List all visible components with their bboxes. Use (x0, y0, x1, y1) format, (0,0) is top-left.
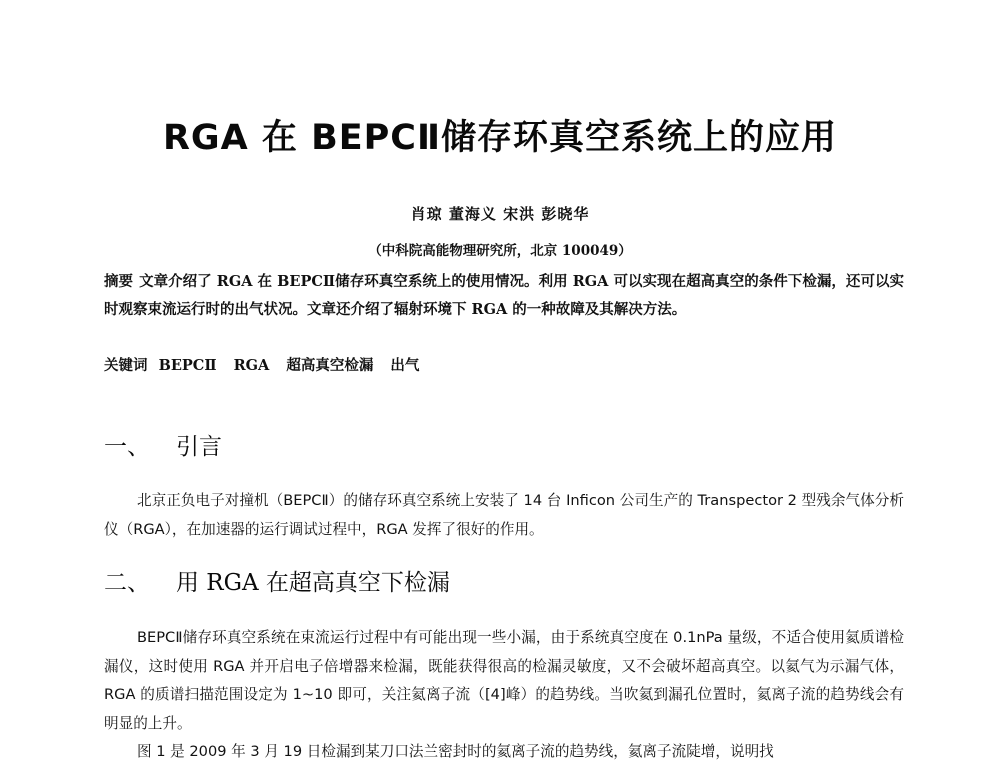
abstract-label: 摘要 (104, 274, 134, 290)
body-paragraph: BEPCⅡ储存环真空系统在束流运行过程中有可能出现一些小漏，由于系统真空度在 0.1nPa 量级，不适合使用氦质谱检漏仪，这时使用 RGA 并开启电子倍增器来检漏，既能获得很高的检漏灵敏度，又不会破坏超高真空。以氦气为示漏气体，RGA 的质谱扫描范围设定为 1~10 即可，关注氦离子流（[4]峰）的趋势线。当吹氦到漏孔位置时，氦离子流的趋势线会有明显的上升。 (104, 629, 904, 732)
author-list: 肖琼 董海义 宋洪 彭晓华 (410, 205, 590, 223)
affiliation: （中科院高能物理研究所，北京 100049） (368, 243, 632, 259)
section-title: 用 RGA 在超高真空下检漏 (176, 570, 450, 596)
body-paragraph: 北京正负电子对撞机（BEPCⅡ）的储存环真空系统上安装了 14 台 Inficon 公司生产的 Transpector 2 型残余气体分析仪（RGA），在加速器的运行调试过程中，RGA 发挥了很好的作用。 (104, 492, 904, 538)
section-title: 引言 (176, 434, 222, 460)
abstract (104, 268, 904, 323)
keyword: 出气 (390, 357, 420, 374)
section-heading (104, 428, 222, 461)
paper-title: RGA 在 BEPCⅡ储存环真空系统上的应用 (162, 118, 838, 158)
keyword: RGA (233, 357, 270, 374)
body-paragraph: 图 1 是 2009 年 3 月 19 日检漏到某刀口法兰密封时的氦离子流的趋势线，氦离子流陡增，说明找 (137, 743, 774, 760)
keyword: 超高真空检漏 (286, 357, 374, 374)
section-heading (104, 564, 450, 597)
keywords-label: 关键词 (104, 358, 148, 374)
section-number: 二、 (104, 570, 150, 596)
keywords (104, 352, 904, 380)
keyword: BEPCⅡ (158, 357, 217, 374)
section-number: 一、 (104, 434, 150, 460)
abstract-text: 文章介绍了 RGA 在 BEPCⅡ储存环真空系统上的使用情况。利用 RGA 可以实现在超高真空的条件下检漏，还可以实时观察束流运行时的出气状况。文章还介绍了辐射环境下 RGA 的一种故障及其解决方法。 (104, 273, 905, 318)
